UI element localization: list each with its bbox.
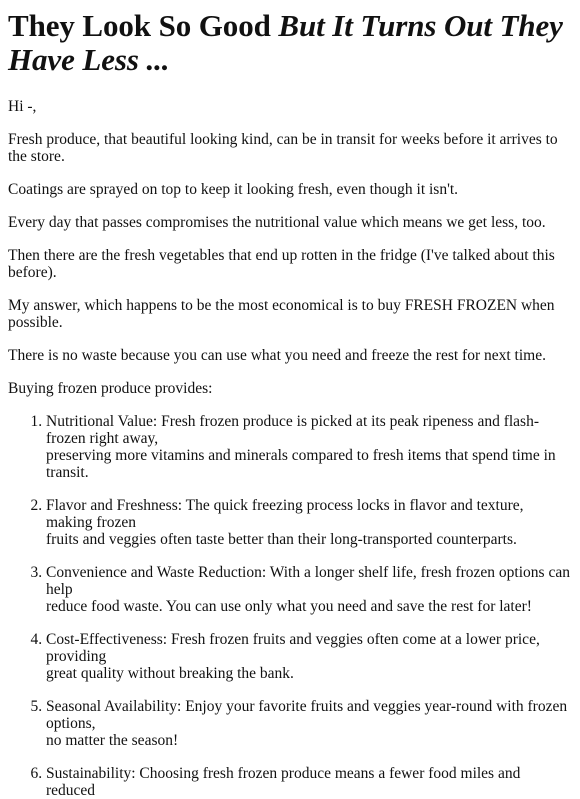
list-item-line: 2. Flavor and Freshness: The quick freezing process locks in flavor and texture, making frozen (46, 497, 524, 531)
list-item-line: 3. Convenience and Waste Reduction: With a longer shelf life, fresh frozen options can help (46, 564, 570, 598)
list-item (46, 564, 572, 615)
headline-italic: But It Turns Out They Have Less ... (8, 8, 563, 77)
headline-plain: They Look So Good (8, 8, 279, 43)
list-item (46, 497, 572, 548)
greeting: Hi -, (8, 98, 37, 115)
paragraph-transit: Fresh produce, that beautiful looking kind, can be in transit for weeks before it arrives to the store. (8, 131, 558, 165)
list-item-line: no matter the season! (46, 732, 179, 749)
list-item-line: preserving more vitamins and minerals compared to fresh items that spend time in transit. (46, 447, 556, 481)
list-item-line: 5. Seasonal Availability: Enjoy your favorite fruits and veggies year-round with frozen options, (46, 698, 568, 732)
list-item-line: reduce food waste. You can use only what you need and save the rest for later! (46, 598, 532, 615)
list-item (46, 765, 572, 799)
paragraph-coatings: Coatings are sprayed on top to keep it looking fresh, even though it isn't. (8, 181, 459, 198)
paragraph-rotten-vegetables: Then there are the fresh vegetables that end up rotten in the fridge (I've talked about this before). (8, 247, 555, 281)
list-item-line: fruits and veggies often taste better than their long-transported counterparts. (46, 531, 517, 548)
list-item-line: great quality without breaking the bank. (46, 665, 294, 682)
headline (8, 9, 572, 77)
paragraph-benefits-intro: Buying frozen produce provides: (8, 380, 213, 397)
list-item-line: 1. Nutritional Value: Fresh frozen produce is picked at its peak ripeness and flash-frozen right away, (46, 413, 539, 447)
paragraph-nutrition-loss: Every day that passes compromises the nutritional value which means we get less, too. (8, 214, 546, 231)
email-body (0, 9, 580, 799)
list-item (46, 698, 572, 749)
paragraph-answer: My answer, which happens to be the most economical is to buy FRESH FROZEN when possible. (8, 297, 555, 331)
paragraph-no-waste: There is no waste because you can use what you need and freeze the rest for next time. (8, 347, 546, 364)
list-item-line: 4. Cost-Effectiveness: Fresh frozen fruits and veggies often come at a lower price, providing (46, 631, 540, 665)
benefits-list (8, 413, 572, 799)
list-item (46, 631, 572, 682)
list-item (46, 413, 572, 481)
list-item-line: 6. Sustainability: Choosing fresh frozen produce means a fewer food miles and reduced (46, 765, 521, 799)
